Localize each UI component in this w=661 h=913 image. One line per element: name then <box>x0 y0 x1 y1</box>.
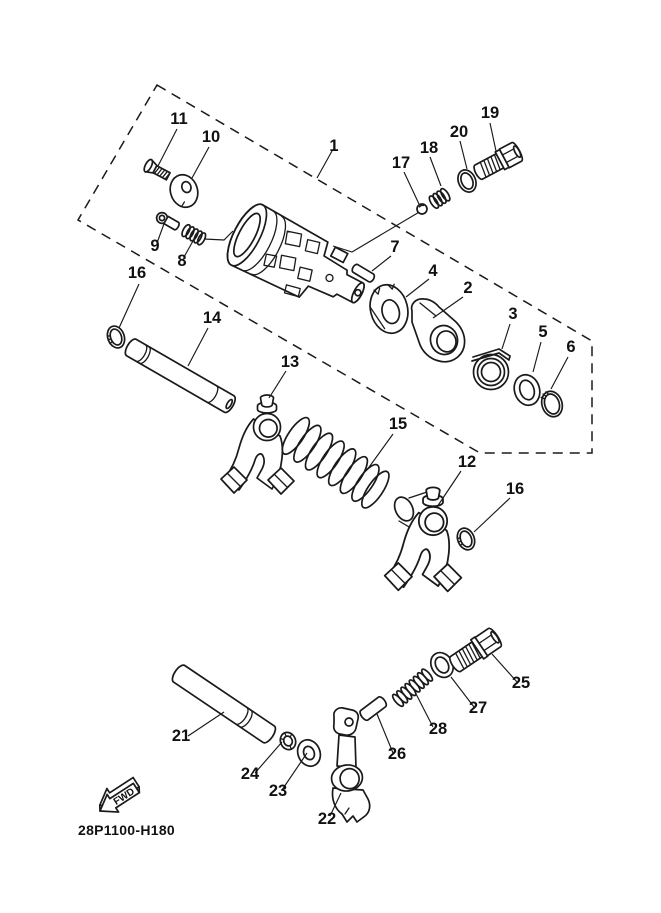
fwd-arrow-icon <box>92 773 145 820</box>
callout-12: 12 <box>457 453 477 471</box>
guide-bar-14 <box>123 337 238 414</box>
callout-9: 9 <box>150 237 160 255</box>
callout-26: 26 <box>387 745 407 763</box>
callout-16-right: 16 <box>505 480 525 498</box>
spring-8 <box>180 223 207 246</box>
callout-25: 25 <box>511 674 531 692</box>
pin-9 <box>157 213 181 231</box>
spring-8-connector <box>204 231 233 240</box>
spring-18 <box>428 187 452 209</box>
callout-7: 7 <box>390 238 400 256</box>
callout-3: 3 <box>508 305 518 323</box>
screw-11 <box>142 158 171 182</box>
washer-5 <box>510 371 543 408</box>
part-code: 28P1100-H180 <box>78 822 176 838</box>
callout-20: 20 <box>449 123 469 141</box>
bolt-25 <box>446 626 503 675</box>
callout-14: 14 <box>202 309 222 327</box>
callout-1: 1 <box>329 137 339 155</box>
callout-18: 18 <box>419 139 439 157</box>
fwd-label: FWD <box>111 786 137 808</box>
callout-24: 24 <box>240 765 260 783</box>
washer-10 <box>166 171 202 211</box>
callout-5: 5 <box>538 323 548 341</box>
pin-26 <box>358 695 388 721</box>
shift-fork-12 <box>385 487 462 591</box>
callout-4: 4 <box>428 262 438 280</box>
snap-ring-16-right <box>454 526 478 553</box>
shift-cam-1 <box>220 199 377 325</box>
callout-15: 15 <box>388 415 408 433</box>
ball-17 <box>417 204 427 214</box>
callout-22: 22 <box>317 810 337 828</box>
ball-17-connector <box>333 211 421 252</box>
callout-19: 19 <box>480 104 500 122</box>
spring-15 <box>278 414 394 512</box>
snap-ring-16-left <box>104 324 127 351</box>
washer-23 <box>294 736 325 769</box>
bolt-19 <box>471 141 524 183</box>
callout-16-left: 16 <box>127 264 147 282</box>
callout-28: 28 <box>428 720 448 738</box>
callout-10: 10 <box>201 128 221 146</box>
callout-23: 23 <box>268 782 288 800</box>
callout-11: 11 <box>170 110 188 128</box>
torsion-spring-3 <box>472 349 510 390</box>
callout-17: 17 <box>391 154 411 172</box>
stopper-lever-2 <box>412 299 465 362</box>
callout-21: 21 <box>171 727 191 745</box>
stopper-plate-4 <box>365 281 413 337</box>
lock-washer-24 <box>278 730 299 752</box>
callout-2: 2 <box>463 279 473 297</box>
callout-6: 6 <box>566 338 576 356</box>
spring-28 <box>391 668 434 708</box>
callout-13: 13 <box>280 353 300 371</box>
callout-8: 8 <box>177 252 187 270</box>
circlip-6 <box>538 388 565 419</box>
callout-27: 27 <box>468 699 488 717</box>
